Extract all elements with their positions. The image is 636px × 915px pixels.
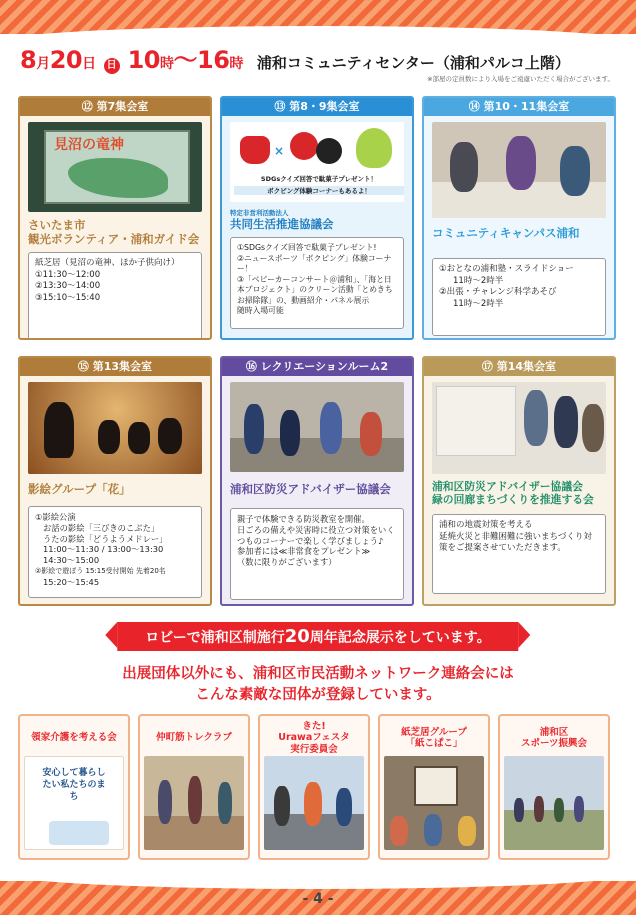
body-line: （数に限りがございます）	[237, 557, 337, 568]
room-card-body	[28, 506, 202, 598]
photo-caption: ボクピング体験コーナーもあるよ！	[234, 186, 404, 195]
body-line: 延焼火災と非難困難に強いまちづくり対策をご提案させていただきます。	[439, 531, 592, 553]
body-line: 11:00～11:30 / 13:00～13:30	[43, 544, 164, 555]
banner-text: ロビーで浦和区制施行	[145, 630, 285, 646]
org-card	[18, 714, 130, 860]
body-line: 11時～2時半	[453, 275, 504, 286]
shadow-puppet-photo	[28, 382, 202, 474]
org-title: きた! Urawaフェスタ 実行委員会	[278, 720, 350, 755]
kids-workshop-photo	[432, 122, 606, 218]
room-card-title: 影絵グループ「花」	[28, 482, 131, 496]
body-line: 14:30～15:00	[43, 555, 100, 566]
capacity-note: ※部屋の定員数により入場をご遠慮いただく場合がございます。	[427, 75, 614, 83]
event-time: 10時～16時	[127, 46, 243, 74]
event-date: 8月20日	[20, 46, 96, 74]
room-card-header: ⑮ 第13集会室	[20, 358, 210, 376]
body-line: 15:20～15:45	[43, 576, 100, 587]
body-line: お話の影絵「三びきのこぶた」	[43, 522, 160, 533]
event-venue: 浦和コミュニティセンター（浦和パルコ上階）	[256, 54, 570, 72]
room-card-header: ⑬ 第8・9集会室	[222, 98, 412, 116]
room-card-title: コミュニティキャンパス浦和	[432, 226, 580, 240]
org-pamphlet	[24, 756, 124, 850]
photo-caption: SDGsクイズ回答で駄菓子プレゼント！	[260, 175, 378, 183]
room-card-title: 浦和区防災アドバイザー協議会 緑の回廊まちづくりを推進する会	[432, 480, 594, 506]
event-header	[20, 40, 620, 75]
room-card-body	[28, 252, 202, 340]
room-card-body	[230, 508, 404, 600]
kamishibai-title: 見沼の竜神	[54, 137, 124, 153]
exhibit-panel-photo	[432, 382, 606, 474]
banner-number: 20	[284, 626, 310, 647]
org-card	[138, 714, 250, 860]
room-card-15	[18, 356, 212, 606]
body-line: ②ニュースポーツ「ボクピング」体験コーナー！	[237, 253, 392, 273]
room-card-header: ⑰ 第14集会室	[424, 358, 614, 376]
disaster-drill-photo	[230, 382, 404, 472]
intro-line: こんな素敵な団体が登録しています。	[195, 687, 441, 703]
page-number: - 4 -	[302, 891, 334, 907]
room-card-body	[432, 258, 606, 336]
body-line: ②13:30～14:00	[35, 281, 101, 291]
body-line: 随時入場可能	[237, 306, 284, 315]
room-card-header: ⑯ レクリエーションルーム2	[222, 358, 412, 376]
body-line: ②影絵で遊ぼう 15:15受付開始 先着20名	[35, 566, 166, 575]
org-card	[498, 714, 610, 860]
room-card-title: さいたま市 観光ボランティア・浦和ガイド会	[28, 218, 200, 246]
body-line: ③15:10～15:40	[35, 292, 101, 303]
boxing-pingpong-illustration: × SDGsクイズ回答で駄菓子プレゼント！ ボクピング体験コーナーもあるよ！	[230, 122, 404, 202]
body-line: ①おとなの浦和塾・スライドショー	[439, 264, 574, 274]
org-title: 浦和区 スポーツ振興会	[520, 726, 588, 749]
body-line: 紙芝居（見沼の竜神、ほか子供向け）	[35, 258, 180, 268]
top-decorative-band	[0, 0, 636, 34]
body-line: うたの影絵「どうようメドレー」	[43, 533, 168, 544]
room-card-body	[432, 514, 606, 594]
room-card-17	[422, 356, 616, 606]
org-card	[258, 714, 370, 860]
kamishibai-photo	[28, 122, 202, 212]
org-title: 仲町筋トレクラブ	[156, 732, 232, 744]
org-photo	[384, 756, 484, 850]
org-title: 紙芝居グループ 「紙こぱこ」	[401, 726, 467, 749]
anniversary-banner	[117, 622, 518, 651]
room-card-title: 共同生活推進協議会	[230, 217, 334, 231]
room-card-16	[220, 356, 414, 606]
body-line: ①影絵公演	[35, 512, 76, 522]
body-line: ②出張・チャレンジ科学あそび	[439, 287, 557, 297]
room-card-body	[230, 237, 404, 329]
org-title: 領家介護を考える会	[31, 732, 117, 744]
body-line: ③「ベビーカーコンサート＠浦和」、「海と日本プロジェクト」のクリーン活動「とめきちお掃除隊」の、動画紹介・パネル展示	[237, 274, 393, 305]
org-card	[378, 714, 490, 860]
body-line: ①SDGsクイズ回答で駄菓子プレゼント!	[237, 243, 377, 252]
org-photo	[264, 756, 364, 850]
body-line: 11時～2時半	[453, 298, 504, 309]
weekday-badge: 日	[104, 58, 120, 74]
banner-text: 周年記念展示をしています。	[309, 630, 491, 646]
room-card-13	[220, 96, 414, 340]
body-line: 親子で体験できる防災教室を開催。	[237, 514, 370, 524]
room-card-header: ⑫ 第7集会室	[20, 98, 210, 116]
org-type-label: 特定非営利活動法人	[230, 209, 289, 217]
room-card-12	[18, 96, 212, 340]
body-line: 浦和の地震対策を考える	[439, 520, 533, 530]
org-photo	[504, 756, 604, 850]
body-line: 日ごろの備えや災害時に役立つ対策をいくつものコーナーで楽しく学びましょう♪	[237, 524, 395, 546]
pamphlet-text: 安心して暮らしたい私たちのまち	[42, 768, 106, 802]
room-card-14	[422, 96, 616, 340]
body-line: ①11:30～12:00	[35, 269, 101, 280]
room-card-title: 浦和区防災アドバイザー協議会	[230, 482, 391, 496]
network-intro	[0, 664, 636, 706]
org-photo	[144, 756, 244, 850]
intro-line: 出展団体以外にも、浦和区市民活動ネットワーク連絡会には	[122, 666, 514, 682]
room-card-header: ⑭ 第10・11集会室	[424, 98, 614, 116]
body-line: 参加者には≪非常食をプレゼント≫	[237, 546, 371, 557]
